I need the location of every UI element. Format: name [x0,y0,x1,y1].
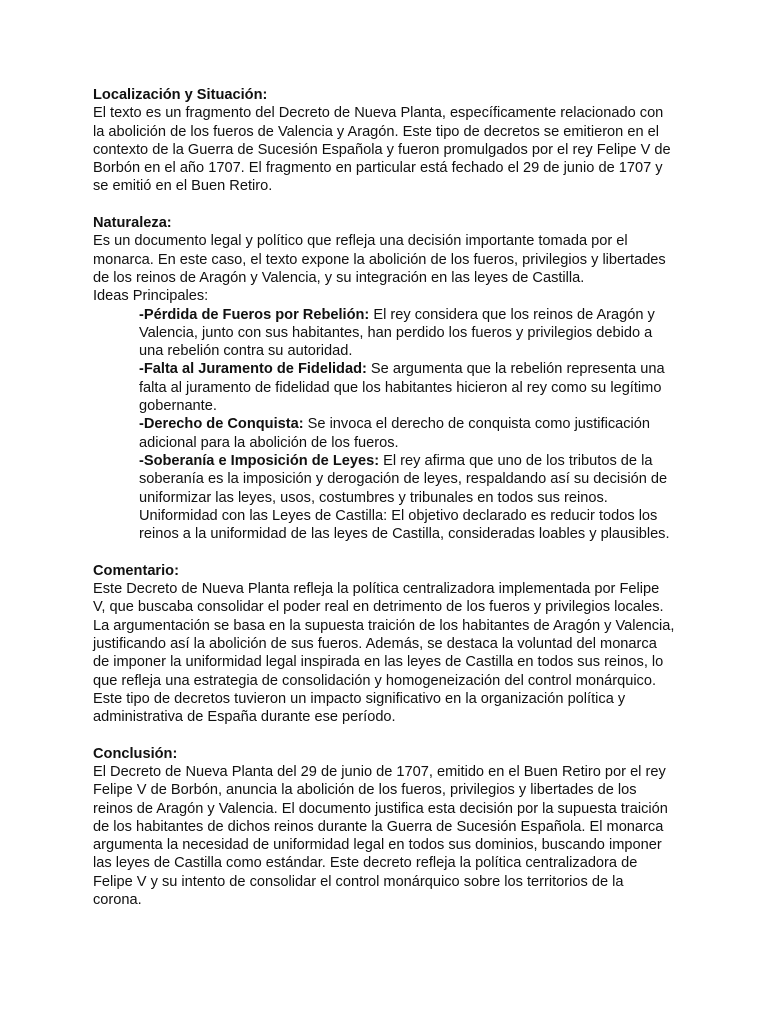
idea-text: El rey considera que los reinos de Aragón y Valencia, junto con sus habitantes, han perdido los fueros y privilegios debido a una rebelión contra su autoridad. [139,306,655,360]
idea-title: -Falta al Juramento de Fidelidad: [139,361,367,378]
section-conclusion [93,745,675,910]
idea-text: Se argumenta que la rebelión representa una falta al juramento de fidelidad que los habitantes hicieron al rey como su legítimo gobernante. [139,361,665,415]
idea-text: Se invoca el derecho de conquista como justificación adicional para la abolición de los fueros. [139,416,651,451]
idea-text: El rey afirma que uno de los tributos de la soberanía es la imposición y derogación de leyes, respaldando así su decisión de uniformizar las leyes, usos, costumbres y tribunales en todos sus reinos. [139,452,668,506]
idea-title: -Derecho de Conquista: [139,416,304,433]
paragraph-conclusion: El Decreto de Nueva Planta del 29 de junio de 1707, emitido en el Buen Retiro por el rey Felipe V de Borbón, anuncia la abolición de los fueros, privilegios y libertades de los reinos de Aragón y Valencia. El documento justifica esta decisión por la supuesta traición de los habitantes de dichos reinos durante la Guerra de Sucesión Española. El monarca argumenta la necesidad de uniformidad legal en todos sus dominios, buscando imponer las leyes de Castilla como estándar. Este decreto refleja la política centralizadora de Felipe V y su intento de consolidar el control monárquico sobre los territorios de la corona. [93,763,668,909]
ideas-principales-label: Ideas Principales: [93,288,209,305]
idea-item [139,415,675,452]
heading-localizacion: Localización y Situación: [93,87,268,103]
heading-conclusion: Conclusión: [93,745,178,762]
idea-item [139,306,675,361]
section-comentario [93,562,675,727]
heading-comentario: Comentario: [93,562,179,579]
idea-title: -Pérdida de Fueros por Rebelión: [139,306,370,323]
idea-item [139,452,675,507]
idea-uniformidad: Uniformidad con las Leyes de Castilla: El objetivo declarado es reducir todos los reinos a la uniformidad de las leyes de Castilla, consideradas loables y plausibles. [139,507,670,543]
paragraph-naturaleza: Es un documento legal y político que refleja una decisión importante tomada por el monarca. En este caso, el texto expone la abolición de los fueros, privilegios y libertades de los reinos de Aragón y Valencia, y su integración en las leyes de Castilla. [93,233,666,286]
section-naturaleza [93,214,675,543]
document-page [93,86,675,909]
idea-item [139,360,675,415]
paragraph-comentario: Este Decreto de Nueva Planta refleja la política centralizadora implementada por Felipe V, que buscaba consolidar el poder real en detrimento de los fueros y privilegios locales. La argumentación se basa en la supuesta traición de los habitantes de Aragón y Valencia, justificando así la abolición de sus fueros. Además, se destaca la voluntad del monarca de imponer la uniformidad legal inspirada en las leyes de Castilla en todos sus reinos, lo que refleja una estrategia de consolidación y homogeneización del control monárquico. Este tipo de decretos tuvieron un impacto significativo en la organización política y administrativa de España durante ese período. [93,581,675,726]
paragraph-localizacion: El texto es un fragmento del Decreto de Nueva Planta, específicamente relacionado con la abolición de los fueros de Valencia y Aragón. Este tipo de decretos se emitieron en el contexto de la Guerra de Sucesión Española y fueron promulgados por el rey Felipe V de Borbón en el año 1707. El fragmento en particular está fechado el 29 de junio de 1707 y se emitió en el Buen Retiro. [93,105,671,195]
section-localizacion [93,86,675,196]
heading-naturaleza: Naturaleza: [93,215,172,232]
idea-title: -Soberanía e Imposición de Leyes: [139,452,380,469]
